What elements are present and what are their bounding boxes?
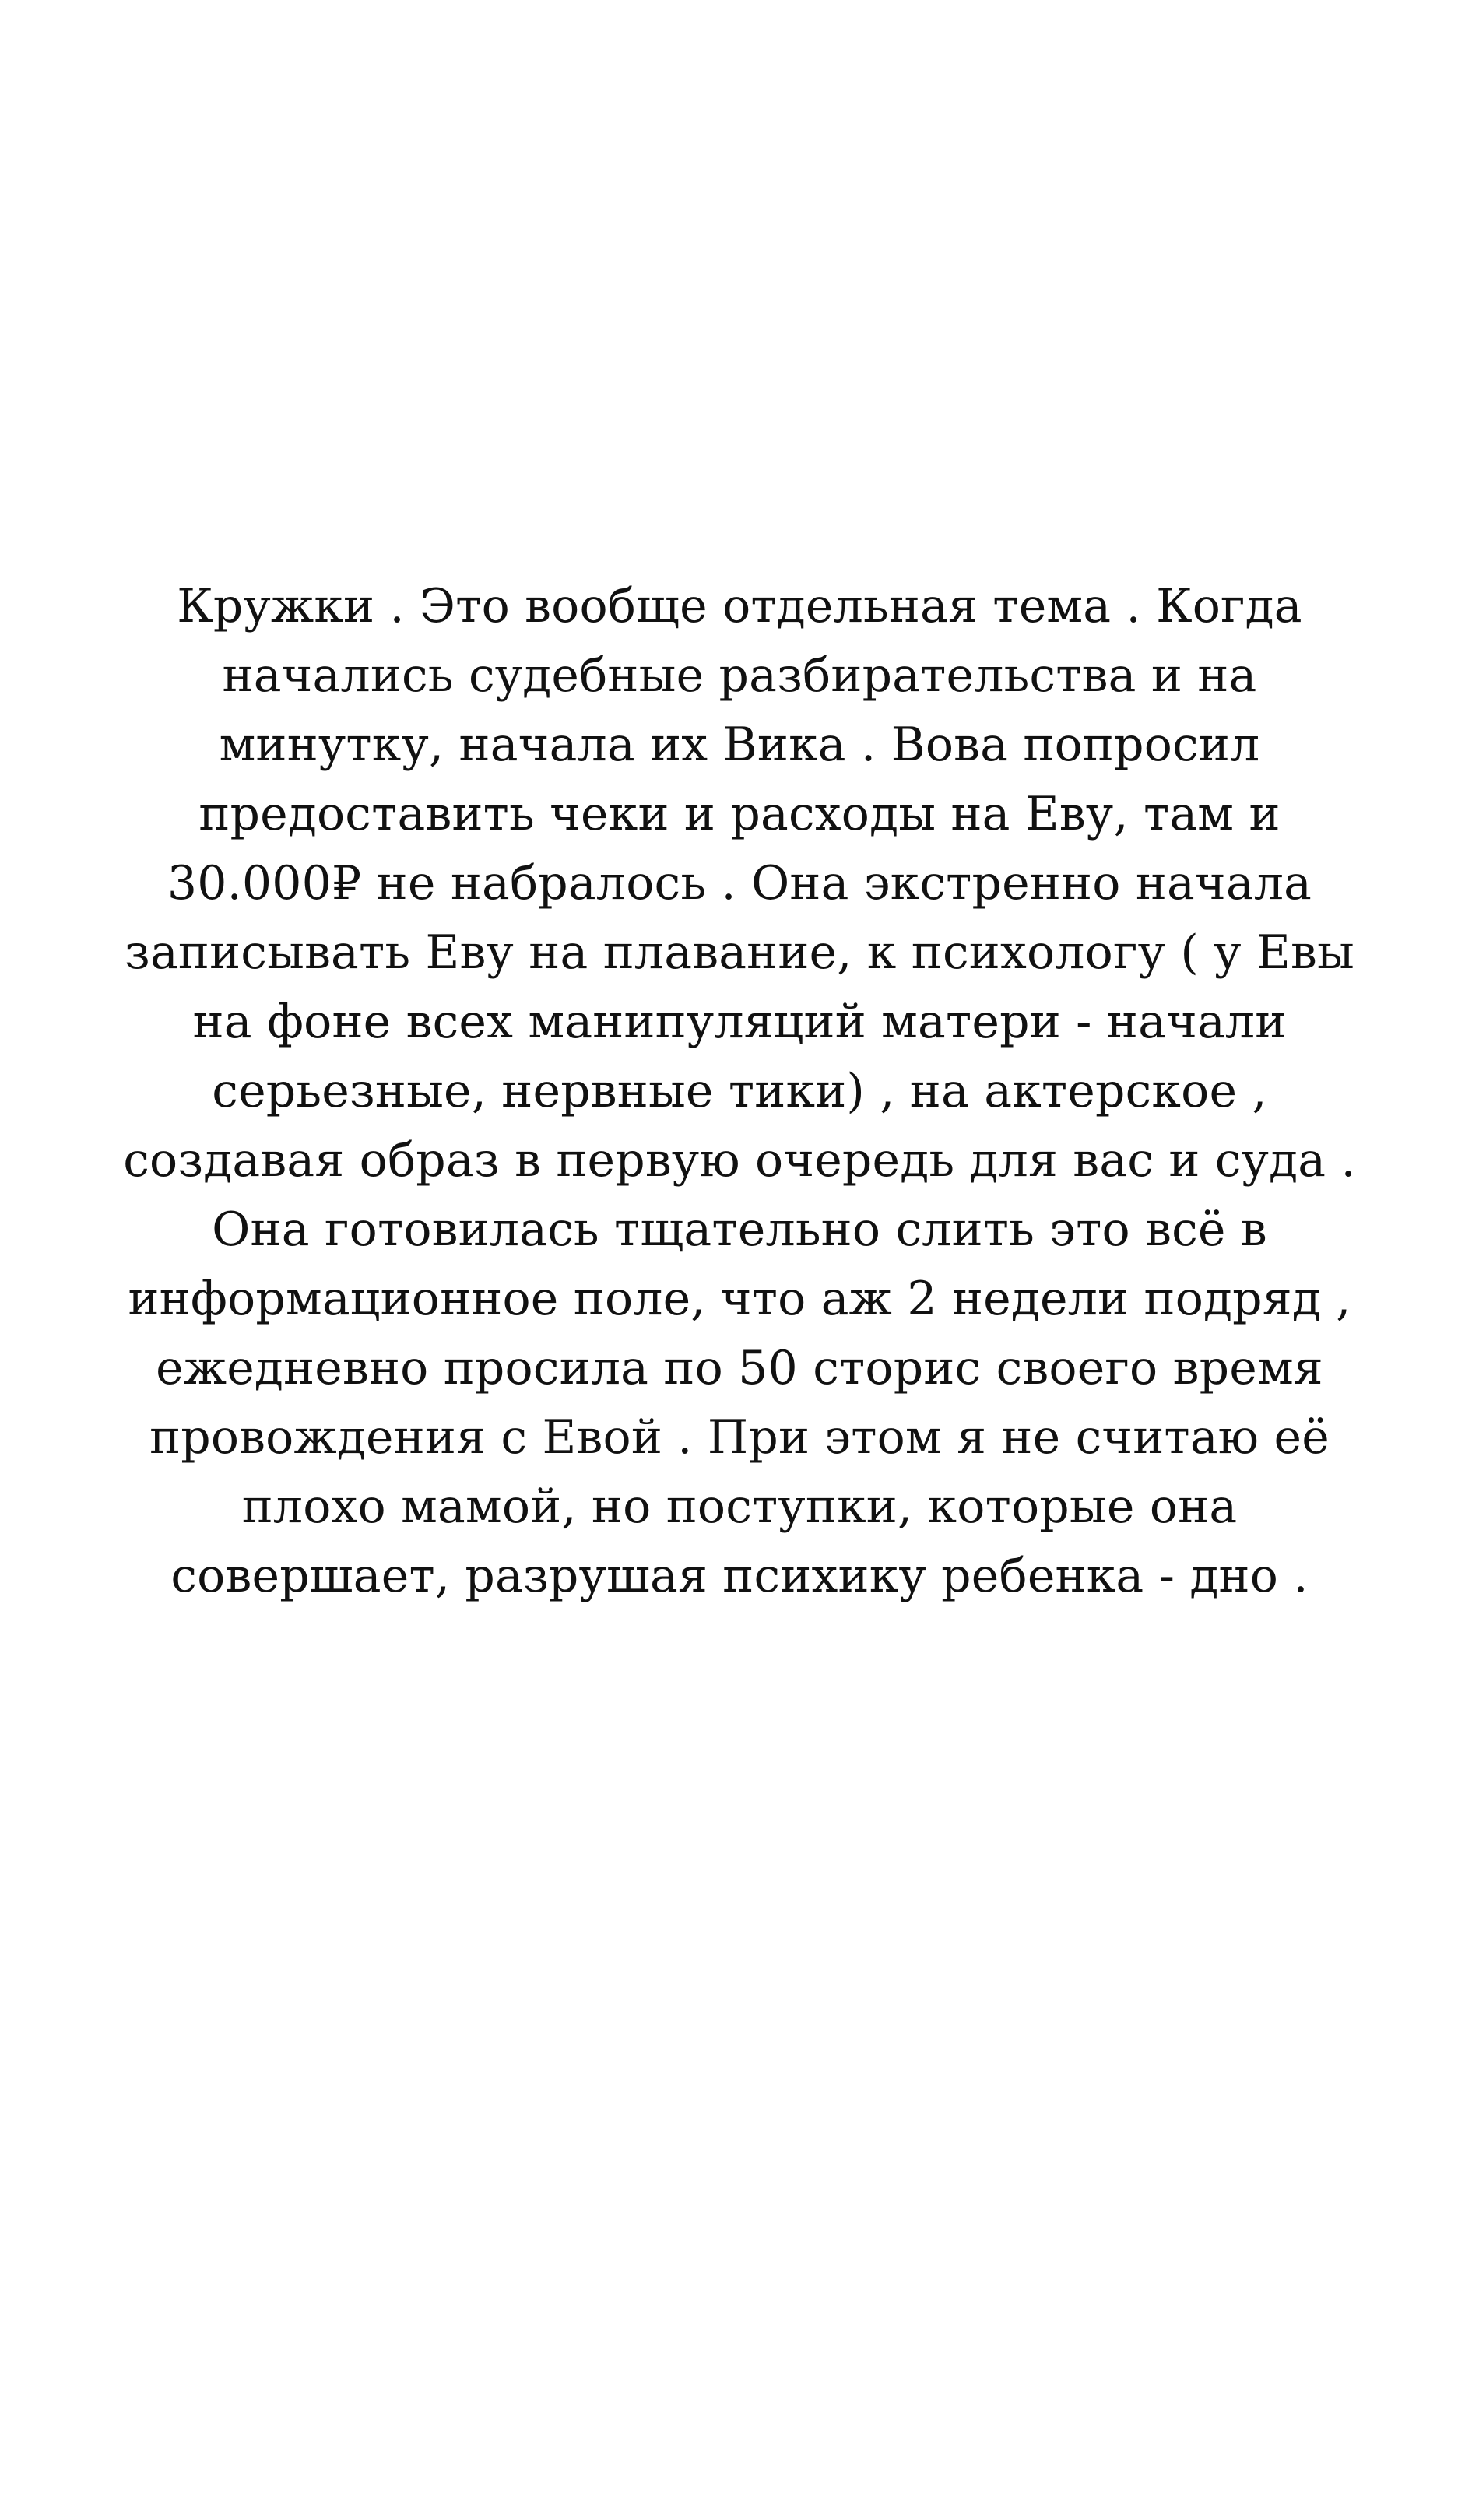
story-line: на фоне всех манипуляций матери - начали (192, 995, 1287, 1049)
story-text (0, 572, 1479, 1611)
story-line: Кружки . Это вообще отдельная тема . Когда (177, 579, 1302, 634)
story-line: минутку, начала их Вика . Вова попросил (219, 718, 1260, 772)
story-line: 30.000₽ не набралось . Она экстренно начала (167, 856, 1312, 911)
story-line: информационное поле, что аж 2 недели подряд , (128, 1272, 1351, 1326)
story-line: плохо мамой, но поступки, которые она (241, 1479, 1238, 1534)
story-line: Она готовилась тщательно слить это всё в (212, 1202, 1267, 1257)
story-line: начались судебные разбирательства и на (222, 648, 1257, 703)
story-line: совершает, разрушая психику ребенка - дно . (170, 1549, 1309, 1603)
story-line: создавая образ в первую очередь для вас и суда . (123, 1133, 1356, 1188)
story-line: провождения с Евой . При этом я не считаю её (149, 1410, 1330, 1465)
story-line: серьезные, нервные тики) , на актерское , (212, 1064, 1267, 1118)
story-line: записывать Еву на плавание, к психологу ( у Евы (125, 925, 1354, 980)
story-line: предоставить чеки и расходы на Еву, там и (198, 787, 1281, 841)
story-line: ежедневно просила по 50 сторис своего время (156, 1341, 1323, 1395)
